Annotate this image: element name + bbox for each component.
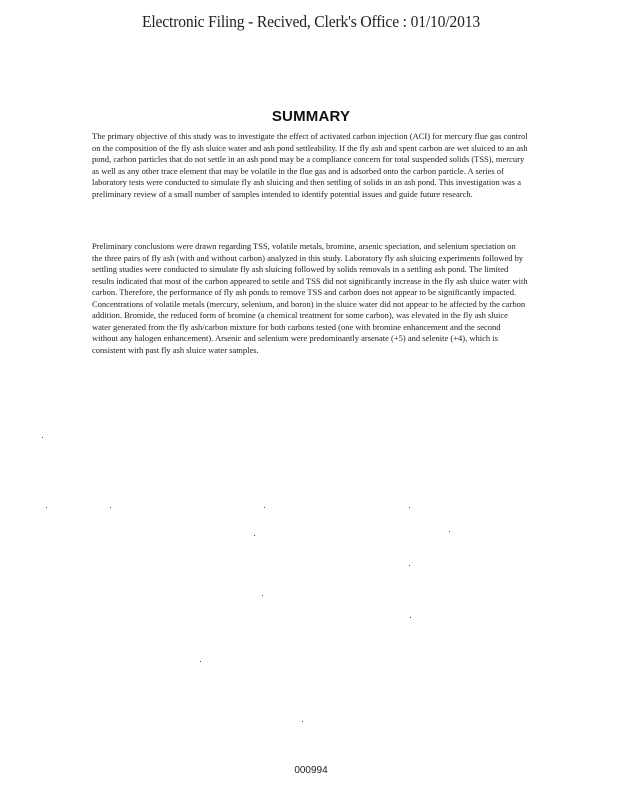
scan-speck xyxy=(200,661,201,662)
summary-paragraph-1: The primary objective of this study was to investigate the effect of activated carbon injection (ACI) for mercury flue gas control on the composition of the fly ash sluice water and ash pond settleability. If the fly ash and spent carbon are wet sluiced to an ash pond, carbon particles that do not settle in an ash pond may be a compliance concern for total suspended solids (TSS), mercury as well as any other trace element that may be volatile in the flue gas and is adsorbed onto the carbon particle. A series of laboratory tests were conducted to simulate fly ash sluicing and then settling of solids in an ash pond. This investigation was a preliminary review of a small number of samples intended to identify potential issues and guide future research. xyxy=(92,131,528,199)
scan-speck xyxy=(409,565,410,566)
scan-speck xyxy=(46,507,47,508)
page-title: SUMMARY xyxy=(271,108,351,125)
page-number: 000994 xyxy=(294,765,328,776)
scan-speck xyxy=(449,531,450,532)
electronic-filing-stamp: Electronic Filing - Recived, Clerk's Office : 01/10/2013 xyxy=(142,12,480,31)
scan-speck xyxy=(42,437,43,438)
scan-speck xyxy=(254,535,255,536)
summary-paragraph-2: Preliminary conclusions were drawn regarding TSS, volatile metals, bromine, arsenic speciation, and selenium speciation on the three pairs of fly ash (with and without carbon) analyzed in this study. Laboratory fly ash sluicing experiments followed by settling studies were conducted to simulate fly ash sluicing followed by solids removals in a settling ash pond. The limited results indicated that most of the carbon appeared to settle and TSS did not significantly increase in the fly ash sluice water with carbon. Therefore, the performance of fly ash ponds to remove TSS and carbon does not appear to be significantly impacted. Concentrations of volatile metals (mercury, selenium, and boron) in the sluice water did not appear to be affected by the carbon addition. Bromide, the reduced form of bromine (a chemical treatment for some carbon), was elevated in the fly ash sluice water generated from the fly ash/carbon mixture for both carbons tested (one with bromine enhancement and the second without any halogen enhancement). Arsenic and selenium were predominantly arsenate (+5) and selenite (+4), which is consistent with past fly ash sluice water samples. xyxy=(92,241,528,355)
scan-speck xyxy=(110,507,111,508)
scan-speck xyxy=(410,617,411,618)
scan-speck xyxy=(264,507,265,508)
scan-speck xyxy=(262,595,263,596)
scan-speck xyxy=(302,721,303,722)
scan-speck xyxy=(409,507,410,508)
